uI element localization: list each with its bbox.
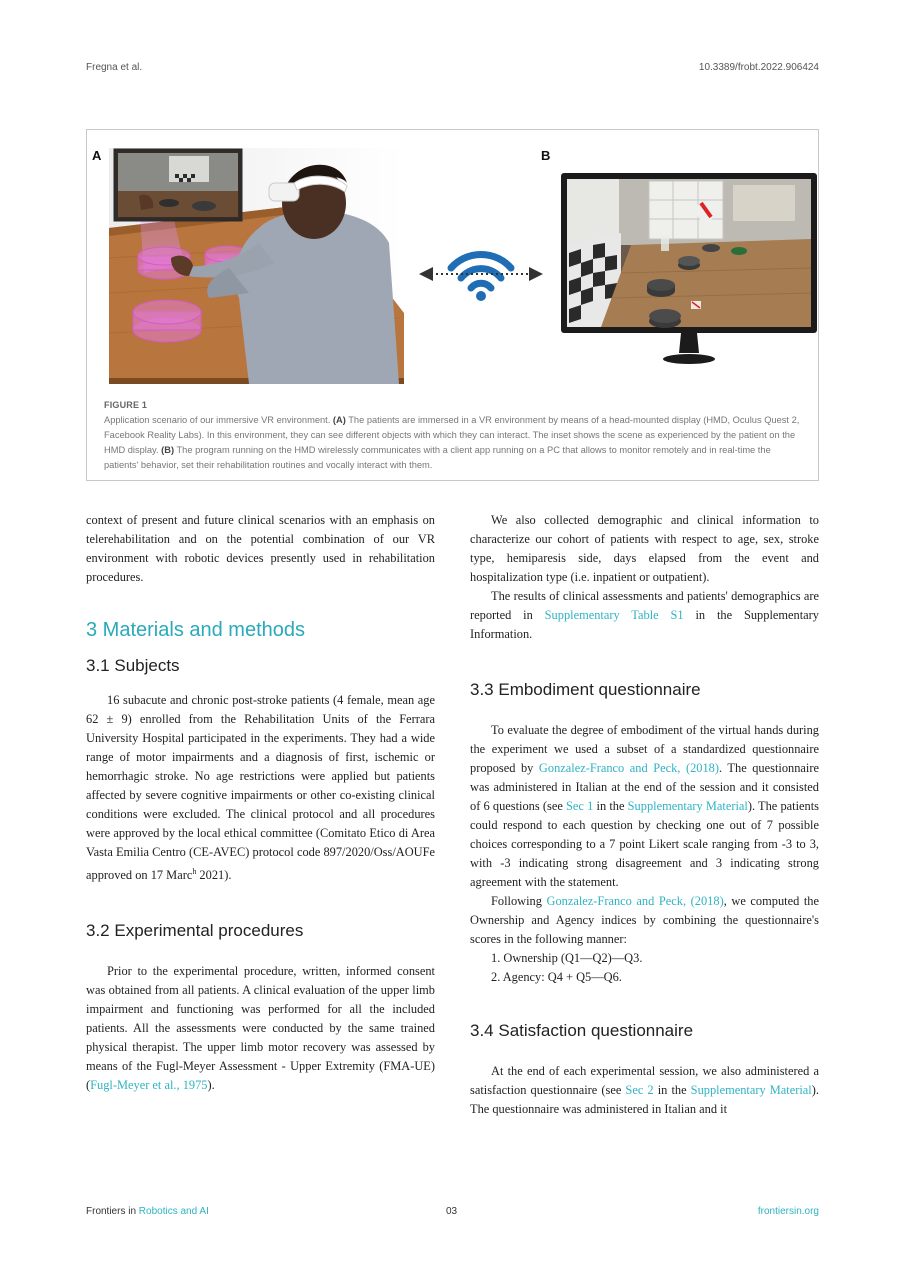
subjects-text-end: 2021). [196,868,232,883]
embodiment-text-b: . The questionnaire was administered in Italian at the end of the session and it consisted of 6 questions (see [470,761,819,813]
satisfaction-text-c: ). The questionnaire was administered in Italian and it [470,1083,819,1116]
embodiment-text-a: To evaluate the degree of embodiment of the virtual hands during the experiment we used a subset of a standardized questionnaire proposed by [470,723,819,775]
paragraph-experimental [86,962,435,1095]
citation-link-gonzalez-franco-2[interactable]: Gonzalez-Franco and Peck, (2018) [546,894,724,908]
paragraph-embodiment [470,721,819,892]
right-column [470,511,819,1119]
paragraph-subjects [86,691,435,885]
supplementary-table-link[interactable]: Supplementary Table S1 [544,608,684,622]
citation-link-gonzalez-franco[interactable]: Gonzalez-Franco and Peck, (2018) [538,761,719,775]
footer-site-link[interactable]: frontiersin.org [757,1206,819,1217]
patient-vr-illustration [109,148,404,384]
panel-label-b: B [541,148,551,163]
wifi-link-icon [417,238,545,308]
satisfaction-text-a: At the end of each experimental session, we also administered a satisfaction questionnaire (see [470,1064,819,1097]
heading-subjects: 3.1 Subjects [86,656,180,675]
paragraph-results [470,587,819,644]
paragraph-following [470,892,819,949]
subjects-superscript: h [192,867,197,876]
footer-journal [86,1206,209,1217]
supplementary-material-link-2[interactable]: Supplementary Material [690,1083,812,1097]
page-number: 03 [446,1206,458,1217]
list-item-ownership: 1. Ownership (Q1—Q2)—Q3. [491,951,643,965]
following-text-a: Following [491,894,547,908]
caption-intro: Application scenario of our immersive VR environment. [104,415,333,425]
running-header-doi: 10.3389/frobt.2022.906424 [698,62,819,73]
sec-1-link[interactable]: Sec 1 [566,799,594,813]
embodiment-text-c: in the [593,799,628,813]
left-column [86,511,435,1095]
following-text-b: , we computed the Ownership and Agency indices by combining the questionnaire's scores in the following manner: [470,894,819,946]
citation-link-fugl-meyer[interactable]: Fugl-Meyer et al., 1975 [90,1078,208,1093]
pc-monitor-illustration [561,173,817,373]
footer-journal-prefix: Frontiers in [86,1206,139,1217]
heading-satisfaction: 3.4 Satisfaction questionnaire [470,1021,694,1040]
list-item-agency: 2. Agency: Q4 + Q5—Q6. [491,970,622,984]
heading-experimental-procedures: 3.2 Experimental procedures [86,921,304,941]
figure-caption [104,398,804,473]
experimental-text: Prior to the experimental procedure, written, informed consent was obtained from all patients. A clinical evaluation of the upper limb impairment and functioning was performed for all the included patients. All the assessments were conducted by the same trained physical therapist. The upper limb motor recovery was assessed by means of the Fugl-Meyer Assessment - Upper Extremity (FMA-UE) ( [86,964,435,1093]
heading-embodiment: 3.3 Embodiment questionnaire [470,680,701,699]
satisfaction-text-b: in the [653,1083,691,1097]
results-text-end: in the Supplementary Information. [470,608,819,641]
caption-a-label: (A) [332,415,346,425]
supplementary-material-link[interactable]: Supplementary Material [627,799,748,813]
running-header-authors: Fregna et al. [86,62,143,73]
experimental-text-end: ). [207,1078,215,1093]
embodiment-text-d: ). The patients could respond to each question by checking one out of 7 possible choices corresponding to a 7 point Likert scale ranging from -3 to 3, with -3 indicating strong disagreement and 3 indicating strong agreement with the statement. [470,799,820,889]
caption-b-text: The program running on the HMD wirelessly communicates with a client app running on a PC that allows to monitor remotely and in real-time the patients' behavior, set their rehabilitation routines and vocally interact with them. [104,445,771,470]
figure-title: FIGURE 1 [104,400,148,410]
results-text: The results of clinical assessments and patients' demographics are reported in [470,589,819,622]
subjects-text: 16 subacute and chronic post-stroke patients (4 female, mean age 62 ± 9) enrolled from the Rehabilitation Units of the Ferrara University Hospital participated in the experiments. They had a wide range of motor impairments and a diagnosis of first, ischemic or hemorrhagic stroke. No age restrictions were applied but patients affected by severe cognitive impairments or other co-existing clinical conditions were excluded. The clinical protocol and all procedures were approved by the local ethical committee (Comitato Etico di Area Vasta Emilia Centro (CE-AVEC) protocol code 897/2020/Oss/AOUFe approved on 17 Marc [86,693,435,883]
panel-label-a: A [92,148,102,163]
caption-b-label: (B) [161,445,175,455]
paragraph-demographics: We also collected demographic and clinical information to characterize our cohort of patients with respect to age, sex, stroke type, hemiparesis side, days elapsed from the event and hospitalization type (i.e. inpatient or outpatient). [470,513,819,584]
paragraph-context: context of present and future clinical scenarios with an emphasis on telerehabilitation and on the potential combination of our VR environment with robotic devices presently used in rehabilitation procedures. [86,513,435,584]
footer-journal-name[interactable]: Robotics and AI [138,1206,209,1217]
figure-1 [86,129,819,481]
sec-2-link[interactable]: Sec 2 [625,1083,654,1097]
heading-materials-methods: 3 Materials and methods [86,619,306,641]
caption-a-text: The patients are immersed in a VR environment by means of a head-mounted display (HMD, Oculus Quest 2, Facebook Reality Labs). In this environment, they can see different objects with which they can interact. The inset shows the scene as experienced by the patient on the HMD display. [104,415,800,455]
paragraph-satisfaction [470,1062,819,1119]
